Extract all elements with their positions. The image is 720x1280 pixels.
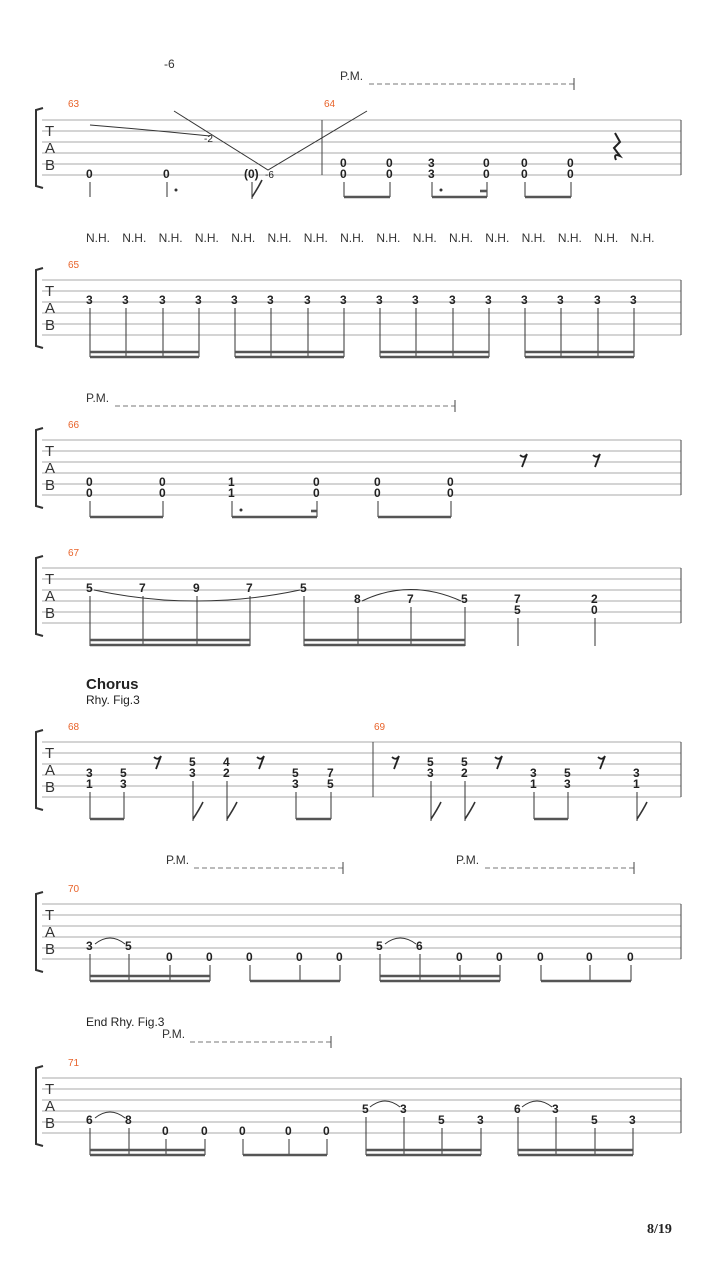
fret-number: 3 bbox=[564, 777, 571, 791]
fret-number: 2 bbox=[223, 766, 230, 780]
system-bracket bbox=[36, 892, 43, 972]
fret-number: 3 bbox=[428, 156, 435, 170]
natural-harmonic-label: N.H. bbox=[231, 231, 256, 245]
tab-letter-t: T bbox=[45, 571, 55, 588]
fret-number: 6 bbox=[416, 939, 423, 953]
fret-number: 0 bbox=[521, 167, 528, 181]
fret-number: 0 bbox=[496, 950, 503, 964]
page-number: 8/19 bbox=[647, 1222, 672, 1237]
fret-number: 3 bbox=[530, 766, 537, 780]
tab-letter-a: A bbox=[45, 140, 56, 157]
fret-number: 3 bbox=[120, 777, 127, 791]
fret-number: 3 bbox=[400, 1102, 407, 1116]
fret-number: 0 bbox=[206, 950, 213, 964]
system-1 bbox=[36, 57, 681, 199]
tab-letter-t: T bbox=[45, 745, 55, 762]
stems-beams bbox=[90, 501, 451, 517]
system-6 bbox=[36, 853, 681, 981]
rhythm-figure-label: Rhy. Fig.3 bbox=[86, 693, 140, 707]
fret-number: 7 bbox=[139, 581, 146, 595]
tab-letter-a: A bbox=[45, 1098, 56, 1115]
measure-number: 69 bbox=[374, 722, 386, 733]
natural-harmonic-label: N.H. bbox=[194, 231, 219, 245]
fret-number: 9 bbox=[193, 581, 200, 595]
fret-number: 3 bbox=[292, 777, 299, 791]
tab-letter-b: B bbox=[45, 477, 56, 494]
measure-70-notes bbox=[86, 939, 634, 981]
fret-number: 3 bbox=[159, 293, 166, 307]
tab-letter-b: B bbox=[45, 317, 56, 334]
fret-number: 7 bbox=[246, 581, 253, 595]
fret-number: 5 bbox=[438, 1113, 445, 1127]
tab-letter-a: A bbox=[45, 460, 56, 477]
fret-number: 0 bbox=[521, 156, 528, 170]
fret-number: 5 bbox=[461, 755, 468, 769]
natural-harmonic-label: N.H. bbox=[303, 231, 328, 245]
fret-number: 4 bbox=[223, 755, 230, 769]
fret-number: 5 bbox=[327, 777, 334, 791]
fret-number: 0 bbox=[313, 475, 320, 489]
fret-number: 0 bbox=[86, 486, 93, 500]
fret-number: 0 bbox=[162, 1124, 169, 1138]
fret-number: 3 bbox=[340, 293, 347, 307]
tab-letter-a: A bbox=[45, 300, 56, 317]
tab-letter-b: B bbox=[45, 157, 56, 174]
natural-harmonic-label: N.H. bbox=[485, 231, 510, 245]
slur bbox=[385, 938, 416, 944]
tab-letter-b: B bbox=[45, 605, 56, 622]
fret-number: 0 bbox=[537, 950, 544, 964]
slur bbox=[95, 938, 125, 944]
fret-number: 0 bbox=[239, 1124, 246, 1138]
system-7 bbox=[36, 1027, 681, 1155]
fret-number: 3 bbox=[86, 293, 93, 307]
staff-lines bbox=[42, 280, 681, 335]
slur bbox=[522, 1101, 552, 1107]
natural-harmonic-label: N.H. bbox=[521, 231, 546, 245]
tab-letter-t: T bbox=[45, 283, 55, 300]
section-title: Chorus bbox=[86, 676, 139, 693]
fret-number: 8 bbox=[354, 592, 361, 606]
fret-number: 0 bbox=[296, 950, 303, 964]
fret-number: 3 bbox=[86, 766, 93, 780]
fret-number: 1 bbox=[86, 777, 93, 791]
tab-letter-a: A bbox=[45, 762, 56, 779]
fret-number: 5 bbox=[86, 581, 93, 595]
fret-number: (0) bbox=[244, 167, 259, 181]
tab-letter-t: T bbox=[45, 443, 55, 460]
tab-letter-b: B bbox=[45, 779, 56, 796]
natural-harmonic-row bbox=[86, 231, 655, 245]
fret-number: 3 bbox=[449, 293, 456, 307]
fret-number: 5 bbox=[362, 1102, 369, 1116]
measure-number: 71 bbox=[68, 1058, 80, 1069]
fret-number: 3 bbox=[122, 293, 129, 307]
measure-number: 65 bbox=[68, 260, 80, 271]
fret-number: 0 bbox=[374, 486, 381, 500]
fret-number: 0 bbox=[159, 475, 166, 489]
system-3 bbox=[36, 391, 681, 517]
fret-number: 8 bbox=[125, 1113, 132, 1127]
fret-number: 3 bbox=[304, 293, 311, 307]
fret-number: 2 bbox=[461, 766, 468, 780]
measure-number: 63 bbox=[68, 99, 80, 110]
fret-number: 3 bbox=[427, 766, 434, 780]
fret-number: 0 bbox=[163, 167, 170, 181]
fret-number: 0 bbox=[456, 950, 463, 964]
fret-number: 5 bbox=[461, 592, 468, 606]
tab-letter-t: T bbox=[45, 123, 55, 140]
palm-mute-label: P.M. bbox=[456, 853, 480, 867]
fret-number: 1 bbox=[633, 777, 640, 791]
tab-letter-a: A bbox=[45, 588, 56, 605]
fret-number: 5 bbox=[125, 939, 132, 953]
fret-number: 2 bbox=[591, 592, 598, 606]
fret-number: 0 bbox=[246, 950, 253, 964]
measure-number: 64 bbox=[324, 99, 336, 110]
fret-number: 6 bbox=[86, 1113, 93, 1127]
tab-letter-t: T bbox=[45, 1081, 55, 1098]
flag bbox=[252, 180, 262, 197]
fret-number: 5 bbox=[591, 1113, 598, 1127]
fret-number: 3 bbox=[552, 1102, 559, 1116]
fret-number: 5 bbox=[292, 766, 299, 780]
whammy-value: -6 bbox=[265, 170, 274, 181]
natural-harmonic-label: N.H. bbox=[267, 231, 292, 245]
natural-harmonic-label: N.H. bbox=[158, 231, 183, 245]
fret-number: 0 bbox=[336, 950, 343, 964]
eighth-rest bbox=[593, 454, 600, 467]
natural-harmonic-label: N.H. bbox=[630, 231, 655, 245]
measure-65-notes bbox=[86, 293, 637, 357]
natural-harmonic-label: N.H. bbox=[449, 231, 473, 245]
system-bracket bbox=[36, 268, 43, 348]
measure-number: 70 bbox=[68, 884, 80, 895]
natural-harmonic-label: N.H. bbox=[122, 231, 147, 245]
fret-number: 5 bbox=[564, 766, 571, 780]
whammy-value: -2 bbox=[204, 134, 213, 145]
natural-harmonic-label: N.H. bbox=[557, 231, 582, 245]
tab-letter-t: T bbox=[45, 907, 55, 924]
fret-number: 5 bbox=[514, 603, 521, 617]
quarter-rest bbox=[614, 133, 620, 160]
fret-number: 3 bbox=[557, 293, 564, 307]
fret-number: 3 bbox=[633, 766, 640, 780]
fret-number: 0 bbox=[591, 603, 598, 617]
fret-number: 0 bbox=[483, 167, 490, 181]
system-bracket bbox=[36, 1066, 43, 1146]
stems-beams bbox=[344, 182, 571, 197]
tab-letter-a: A bbox=[45, 924, 56, 941]
palm-mute-label: P.M. bbox=[340, 69, 364, 83]
fret-number: 3 bbox=[86, 939, 93, 953]
fret-number: 0 bbox=[159, 486, 166, 500]
fret-number: 0 bbox=[483, 156, 490, 170]
fret-number: 5 bbox=[120, 766, 127, 780]
system-bracket bbox=[36, 556, 43, 636]
fret-number: 6 bbox=[514, 1102, 521, 1116]
fret-number: 0 bbox=[313, 486, 320, 500]
fret-number: 0 bbox=[285, 1124, 292, 1138]
fret-number: 3 bbox=[267, 293, 274, 307]
fret-number: 0 bbox=[567, 167, 574, 181]
fret-number: 3 bbox=[195, 293, 202, 307]
fret-number: 5 bbox=[189, 755, 196, 769]
measure-71-notes bbox=[86, 1102, 636, 1155]
fret-number: 0 bbox=[447, 475, 454, 489]
system-5 bbox=[36, 722, 681, 821]
measure-number: 67 bbox=[68, 548, 80, 559]
eighth-rest bbox=[520, 454, 527, 467]
fret-number: 3 bbox=[412, 293, 419, 307]
fret-number: 3 bbox=[630, 293, 637, 307]
fret-number: 0 bbox=[627, 950, 634, 964]
fret-number: 0 bbox=[323, 1124, 330, 1138]
fret-number: 3 bbox=[376, 293, 383, 307]
staff-lines bbox=[42, 120, 681, 175]
slur bbox=[95, 1112, 125, 1118]
dot bbox=[175, 189, 178, 192]
fret-number: 0 bbox=[340, 167, 347, 181]
natural-harmonic-label: N.H. bbox=[412, 231, 437, 245]
fret-number: 3 bbox=[189, 766, 196, 780]
end-rhythm-figure-label: End Rhy. Fig.3 bbox=[86, 1015, 165, 1029]
natural-harmonic-label: N.H. bbox=[340, 231, 365, 245]
fret-number: 7 bbox=[407, 592, 414, 606]
whammy-depth-label: -6 bbox=[164, 57, 175, 71]
fret-number: 3 bbox=[485, 293, 492, 307]
fret-number: 0 bbox=[386, 156, 393, 170]
palm-mute-label: P.M. bbox=[162, 1027, 186, 1041]
palm-mute-label: P.M. bbox=[166, 853, 190, 867]
fret-number: 5 bbox=[376, 939, 383, 953]
fret-number: 3 bbox=[231, 293, 238, 307]
measure-number: 68 bbox=[68, 722, 80, 733]
fret-number: 0 bbox=[447, 486, 454, 500]
fret-number: 0 bbox=[166, 950, 173, 964]
fret-number: 0 bbox=[586, 950, 593, 964]
system-bracket bbox=[36, 730, 43, 810]
fret-number: 0 bbox=[86, 167, 93, 181]
fret-number: 3 bbox=[594, 293, 601, 307]
eighth-rests bbox=[154, 756, 605, 769]
fret-number: 1 bbox=[530, 777, 537, 791]
natural-harmonic-label: N.H. bbox=[594, 231, 619, 245]
fret-number: 0 bbox=[86, 475, 93, 489]
tab-letter-b: B bbox=[45, 941, 56, 958]
natural-harmonic-label: N.H. bbox=[376, 231, 401, 245]
fret-number: 1 bbox=[228, 475, 235, 489]
fret-number: 5 bbox=[427, 755, 434, 769]
fret-number: 3 bbox=[477, 1113, 484, 1127]
fret-number: 0 bbox=[386, 167, 393, 181]
natural-harmonic-label: N.H. bbox=[86, 231, 110, 245]
fret-number: 0 bbox=[374, 475, 381, 489]
staff-lines bbox=[42, 742, 681, 797]
fret-number: 3 bbox=[521, 293, 528, 307]
system-2 bbox=[36, 231, 681, 357]
fret-number: 1 bbox=[228, 486, 235, 500]
fret-number: 3 bbox=[629, 1113, 636, 1127]
fret-number: 7 bbox=[514, 592, 521, 606]
staff-lines bbox=[42, 440, 681, 495]
system-bracket bbox=[36, 108, 43, 188]
system-4 bbox=[36, 548, 681, 646]
staff-lines bbox=[42, 568, 681, 623]
fret-number: 3 bbox=[428, 167, 435, 181]
fret-number: 7 bbox=[327, 766, 334, 780]
palm-mute-label: P.M. bbox=[86, 391, 110, 405]
fret-number: 0 bbox=[201, 1124, 208, 1138]
fret-number: 0 bbox=[567, 156, 574, 170]
fret-number: 5 bbox=[300, 581, 307, 595]
fret-number: 0 bbox=[340, 156, 347, 170]
slur bbox=[370, 1101, 400, 1107]
measure-number: 66 bbox=[68, 420, 80, 431]
tab-letter-b: B bbox=[45, 1115, 56, 1132]
system-bracket bbox=[36, 428, 43, 508]
